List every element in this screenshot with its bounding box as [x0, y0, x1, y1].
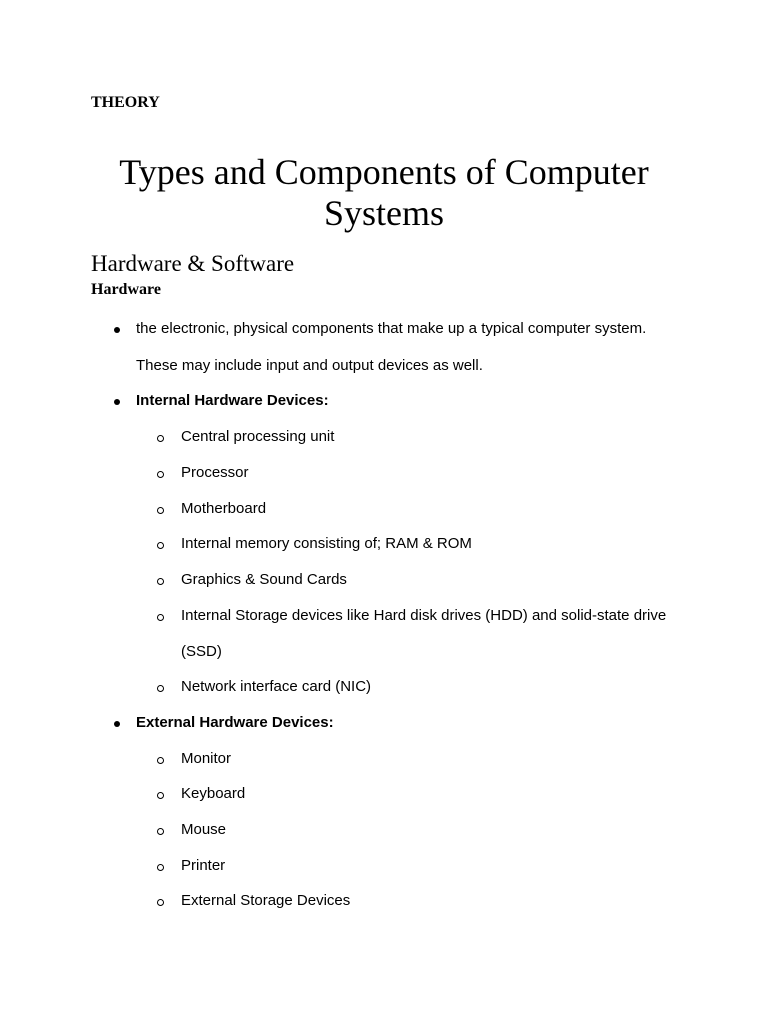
- circle-bullet: [157, 614, 164, 621]
- list-item: Network interface card (NIC): [181, 678, 372, 695]
- list-item: External Storage Devices: [181, 892, 351, 909]
- circle-bullet: [157, 792, 164, 799]
- definition-line-2: These may include input and output devices as well.: [136, 357, 483, 374]
- page-title-line-1: Types and Components of Computer: [119, 152, 649, 192]
- circle-bullet: [157, 507, 164, 514]
- list-item: Internal memory consisting of; RAM & ROM: [181, 535, 472, 552]
- definition-line-1: the electronic, physical components that make up a typical computer system.: [136, 320, 647, 337]
- bullet-dot: [114, 399, 120, 405]
- list-item: Keyboard: [181, 785, 246, 802]
- circle-bullet: [157, 899, 164, 906]
- circle-bullet: [157, 471, 164, 478]
- list-item: Internal Storage devices like Hard disk drives (HDD) and solid-state drive: [181, 607, 667, 624]
- bullet-dot: [114, 327, 120, 333]
- bullet-dot: [114, 721, 120, 727]
- heading-hardware-software: Hardware & Software: [91, 251, 295, 276]
- list-item: Central processing unit: [181, 428, 335, 445]
- section-label: THEORY: [91, 94, 160, 111]
- list-item: Processor: [181, 464, 249, 481]
- list-item: Graphics & Sound Cards: [181, 571, 347, 588]
- circle-bullet: [157, 435, 164, 442]
- circle-bullet: [157, 685, 164, 692]
- list-item: Printer: [181, 857, 226, 874]
- heading-hardware: Hardware: [91, 281, 161, 298]
- list-item-continuation: (SSD): [181, 643, 222, 660]
- internal-devices-label: Internal Hardware Devices:: [136, 392, 329, 409]
- page-title: [0, 152, 768, 234]
- external-devices-label: External Hardware Devices:: [136, 714, 334, 731]
- circle-bullet: [157, 828, 164, 835]
- circle-bullet: [157, 864, 164, 871]
- circle-bullet: [157, 757, 164, 764]
- list-item: Mouse: [181, 821, 227, 838]
- list-item: Motherboard: [181, 500, 267, 517]
- list-item: Monitor: [181, 750, 232, 767]
- circle-bullet: [157, 542, 164, 549]
- circle-bullet: [157, 578, 164, 585]
- page-title-line-2: Systems: [323, 193, 445, 233]
